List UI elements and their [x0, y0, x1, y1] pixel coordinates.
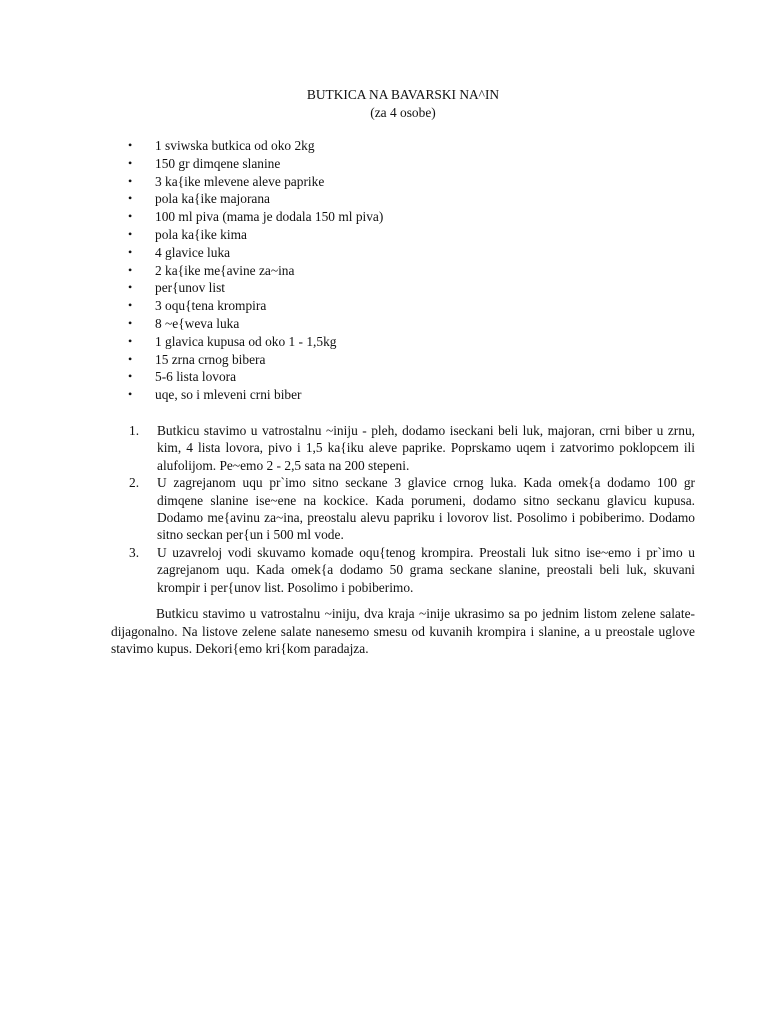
instruction-step: [0, 422, 695, 474]
recipe-title: BUTKICA NA BAVARSKI NA^IN: [306, 87, 500, 102]
step-text: U uzavreloj vodi skuvamo komade oqu{tenog krompira. Preostali luk sitno ise~emo i pr`imo u zagrejanom uqu. Kada omek{a dodamo 50 grama seckane slanine, preostali beli luk, skuvani krompir i per{unov list. Posolimo i pobiberimo.: [157, 544, 695, 595]
ingredient-text: 150 gr dimqene slanine: [155, 155, 281, 171]
bullet-icon: •: [128, 262, 133, 277]
step-number: 1.: [129, 423, 140, 438]
bullet-icon: •: [128, 244, 133, 259]
ingredient-text: uqe, so i mleveni crni biber: [155, 387, 302, 403]
ingredient-text: per{unov list: [155, 280, 226, 296]
bullet-icon: •: [128, 351, 133, 366]
recipe-servings: (za 4 osobe): [370, 105, 436, 120]
step-number: 2.: [129, 475, 140, 491]
ingredient-text: 8 ~e{weva luka: [155, 315, 240, 331]
ingredient-text: 1 glavica kupusa od oko 1 - 1,5kg: [155, 333, 337, 349]
ingredient-text: pola ka{ike majorana: [155, 191, 270, 207]
instruction-step: [0, 474, 695, 544]
bullet-icon: •: [128, 209, 133, 224]
ingredient-text: 4 glavice luka: [155, 244, 231, 260]
bullet-icon: •: [128, 298, 133, 313]
ingredient-text: 15 zrna crnog bibera: [155, 351, 266, 367]
bullet-icon: •: [128, 226, 133, 241]
bullet-icon: •: [128, 280, 133, 295]
ingredient-text: 1 sviwska butkica od oko 2kg: [155, 138, 315, 153]
bullet-icon: •: [128, 155, 133, 170]
ingredient-text: 3 ka{ike mlevene aleve paprike: [155, 173, 325, 189]
ingredient-text: 3 oqu{tena krompira: [155, 298, 267, 314]
bullet-icon: •: [128, 333, 133, 348]
step-number: 3.: [129, 544, 140, 560]
ingredient-text: 100 ml piva (mama je dodala 150 ml piva): [155, 209, 384, 225]
instruction-step: [0, 544, 695, 596]
instruction-steps: [0, 422, 695, 596]
bullet-icon: •: [128, 387, 133, 402]
serving-paragraph: Butkicu stavimo u vatrostalnu ~iniju, dva kraja ~inije ukrasimo sa po jednim listom zelene salate-dijagonalno. Na listove zelene salate nanesemo smesu od kuvanih krompira i slanine, a u preostale uglove stavimo kupus. Dekori{emo kri{kom paradajza.: [111, 606, 695, 657]
step-text: Butkicu stavimo u vatrostalnu ~iniju - pleh, dodamo iseckani beli luk, majoran, crni biber u zrnu, kim, 4 lista lovora, pivo i 1,5 ka{iku aleve paprike. Poprskamo uqem i zatvorimo poklopcem ili alufolijom. Pe~emo 2 - 2,5 sata na 200 stepeni.: [157, 423, 695, 473]
bullet-icon: •: [128, 191, 133, 206]
ingredient-text: pola ka{ike kima: [155, 226, 247, 242]
bullet-icon: •: [128, 369, 133, 384]
ingredient-text: 2 ka{ike me{avine za~ina: [155, 262, 295, 278]
ingredient-text: 5-6 lista lovora: [155, 369, 237, 385]
step-text: U zagrejanom uqu pr`imo sitno seckane 3 glavice crnog luka. Kada omek{a dodamo 100 gr dimqene slanine ise~ene na kockice. Kada porumeni, dodamo sitno seckanu glavicu kupusa. Dodamo me{avinu za~ina, preostalu alevu papriku i lovorov list. Posolimo i pobiberimo. Dodamo sitno seckan per{un i 500 ml vode.: [157, 475, 695, 543]
bullet-icon: •: [128, 173, 133, 188]
bullet-icon: •: [128, 315, 133, 330]
bullet-icon: •: [128, 138, 133, 152]
